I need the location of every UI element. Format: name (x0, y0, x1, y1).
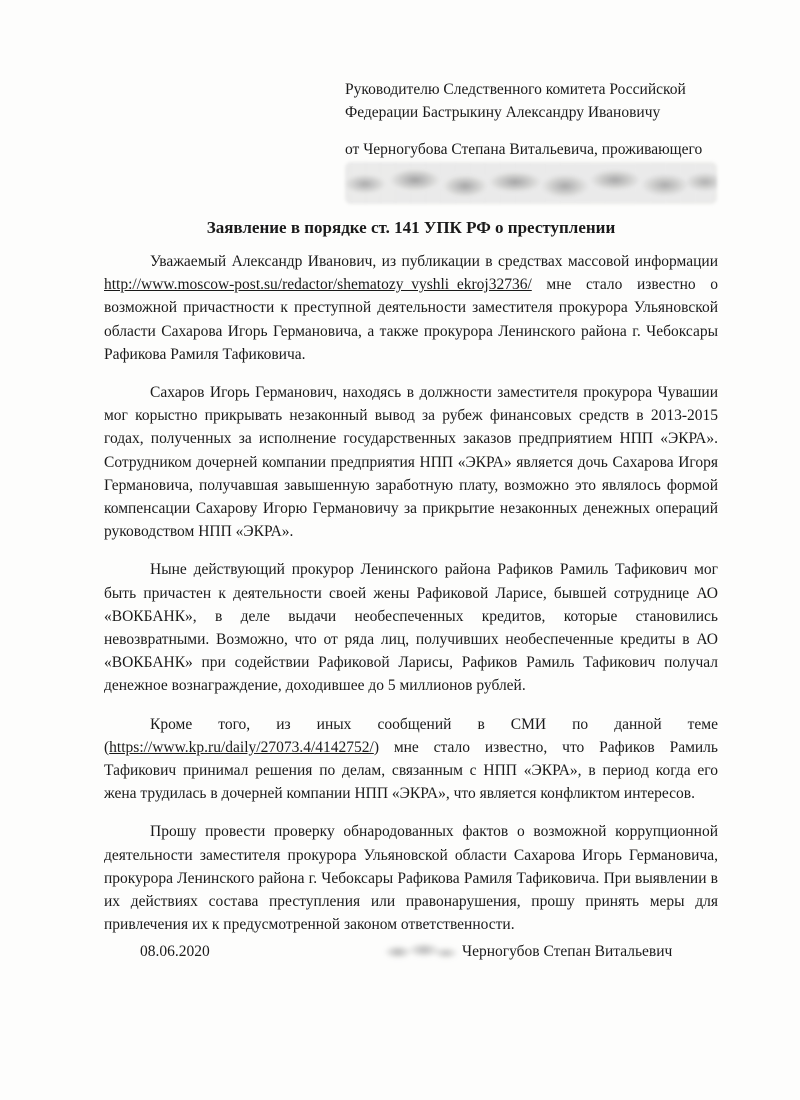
redacted-address (345, 162, 717, 204)
paragraph-4-end: ) мне стало известно, что Рафиков Рамиль Тафикович принимал решения по делам, связанным с НПП «ЭКРА», в период когда его жена трудилась в дочерней компании НПП «ЭКРА», что является конфликтом интересов. (104, 738, 718, 803)
paragraph-5: Прошу провести проверку обнародованных фактов о возможной коррупционной деятельности заместителя прокурора Ульяновской области Сахарова Игорь Германовича, прокурора Ленинского района г. Чебоксары Рафикова Рамиля Тафиковича. При выявлении в их действиях состава преступления или правонарушения, прошу принять меры для привлечения их к предусмотренной законом ответственности. (104, 823, 718, 934)
paragraph-1 (104, 250, 718, 366)
paragraph-4-start: Кроме того, из иных сообщений в СМИ по данной теме ( (104, 715, 718, 756)
document-title: Заявление в порядке ст. 141 УПК РФ о преступлении (206, 218, 616, 237)
paragraph-1-start: Уважаемый Александр Иванович, из публикации в средствах массовой информации (150, 253, 718, 270)
signature-name: Черногубов Степан Витальевич (462, 943, 673, 960)
addressee-block (345, 78, 745, 161)
sender-line: от Черногубова Степана Витальевича, проживающего (345, 141, 703, 158)
paragraph-2: Сахаров Игорь Германович, находясь в должности заместителя прокурора Чувашии мог корыстно прикрывать незаконный вывод за рубеж финансовых средств в 2013-2015 годах, полученных за исполнение государственных заказов предприятием НПП «ЭКРА». Сотрудником дочерней компании предприятия НПП «ЭКРА» является дочь Сахарова Игоря Германовича, получавшая завышенную заработную плату, возможно это являлось формой компенсации Сахарову Игорю Германовичу за прикрытие незаконных денежных операций руководством НПП «ЭКРА». (104, 384, 718, 541)
paragraph-3: Ныне действующий прокурор Ленинского района Рафиков Рамиль Тафикович мог быть причастен к деятельности своей жены Рафиковой Ларисе, бывшей сотруднице АО «ВОКБАНК», в деле выдачи необеспеченных кредитов, которые становились невозвратными. Возможно, что от ряда лиц, получивших необеспеченные кредиты в АО «ВОКБАНК» при содействии Рафиковой Ларисы, Рафиков Рамиль Тафикович получал денежное вознаграждение, доходившее до 5 миллионов рублей. (104, 561, 718, 695)
paragraph-1-end: мне стало известно о возможной причастности к преступной деятельности заместителя прокурора Ульяновской области Сахарова Игорь Германовича, а также прокурора Ленинского района г. Чебоксары Рафикова Рамиля Тафиковича. (104, 276, 718, 363)
redacted-signature (378, 936, 460, 966)
document-body (104, 250, 718, 951)
signature-row (140, 940, 720, 970)
paragraph-4 (104, 713, 718, 806)
addressee-line-1: Руководителю Следственного комитета Российской (345, 81, 686, 98)
addressee-line-2: Федерации Бастрыкину Александру Ивановичу (345, 104, 661, 121)
moscow-post-link[interactable]: http://www.moscow-post.su/redactor/shematozy_vyshli_ekroj32736/ (104, 276, 532, 294)
kp-ru-link[interactable]: https://www.kp.ru/daily/27073.4/4142752/ (109, 738, 374, 756)
signature-date: 08.06.2020 (140, 943, 210, 960)
